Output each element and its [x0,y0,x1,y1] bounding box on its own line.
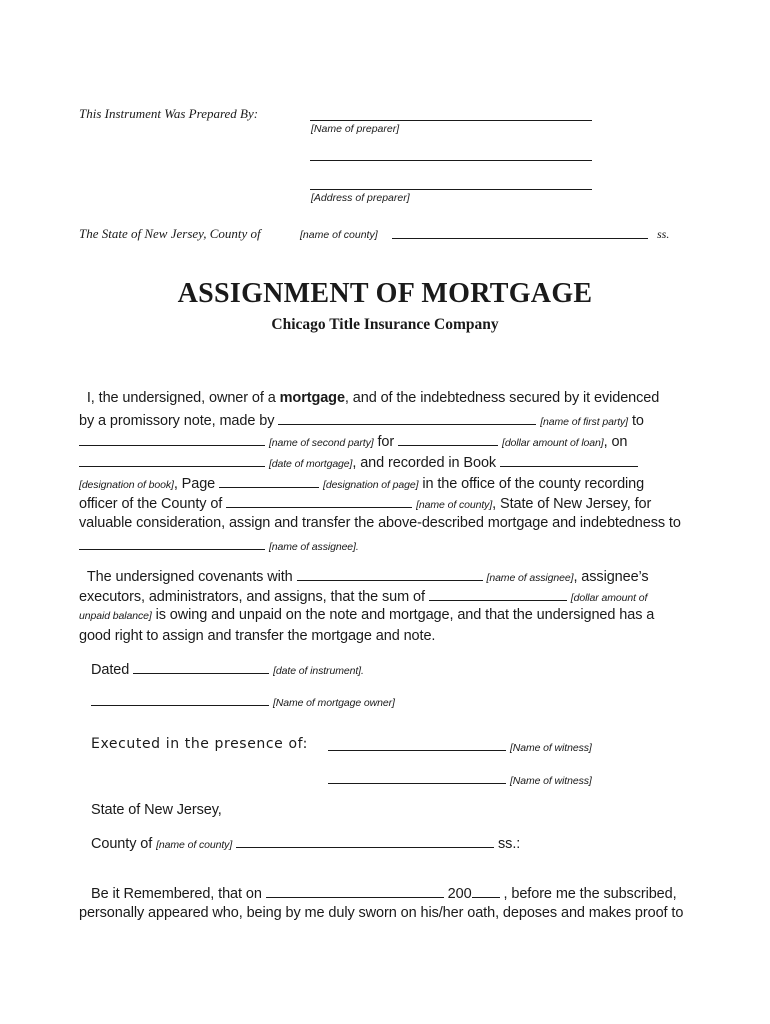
executed-label: Executed in the presence of: [91,736,308,752]
p2-line-1: The undersigned covenants with [name of assignee], assignee’s [86,569,649,585]
p1-line-5: [designation of book], Page [designation of page] in the office of the county recording [79,476,645,492]
second-party-field[interactable] [79,432,265,446]
remembered-date-field[interactable] [266,884,444,898]
p1-line-3: [name of second party] for [dollar amount of loan], on [79,432,627,450]
remembered-line: Be it Remembered, that on 200 , before me the subscribed, [91,886,677,902]
witness-line-1: [Name of witness] [328,737,592,755]
owner-signature-field[interactable] [91,692,269,706]
year-suffix-field[interactable] [472,884,500,898]
notary-state: State of New Jersey, [91,802,222,818]
witness-2-field[interactable] [328,770,506,784]
covenant-assignee-field[interactable] [297,567,483,581]
document-title: ASSIGNMENT OF MORTGAGE [177,278,593,309]
mortgage-bold: mortgage [279,390,345,406]
p1-line-1: I, the undersigned, owner of a mortgage, and of the indebtedness secured by it evidenced [86,390,660,406]
document-subtitle: Chicago Title Insurance Company [271,316,499,333]
preparer-name-hint: [Name of preparer] [311,123,400,135]
appeared-line: personally appeared who, being by me duly sworn on his/her oath, deposes and makes proof to [79,905,684,921]
county-hint: [name of county] [300,229,378,241]
preparer-address-hint: [Address of preparer] [311,192,410,204]
dated-line: Dated [date of instrument]. [91,662,364,678]
page-field[interactable] [219,474,319,488]
p1-line-2: by a promissory note, made by [name of first party] to [79,413,644,429]
p1-line-8: [name of assignee]. [79,536,359,554]
loan-amount-field[interactable] [398,432,498,446]
notary-county-field[interactable] [236,834,494,848]
mortgage-date-field[interactable] [79,453,265,467]
preparer-name-line[interactable] [310,120,592,121]
county-line[interactable] [392,238,648,239]
p1-line-6: officer of the County of [name of county], State of New Jersey, for [79,496,652,512]
witness-1-field[interactable] [328,737,506,751]
p1-line-7: valuable consideration, assign and transfer the above-described mortgage and indebtedness to [79,515,681,531]
p1-line-4: [date of mortgage], and recorded in Book [79,453,638,471]
state-county-label: The State of New Jersey, County of [79,226,261,241]
ss-label: ss. [657,227,670,241]
preparer-address-line-1[interactable] [310,160,592,161]
assignee-field[interactable] [79,536,265,550]
preparer-address-line-2[interactable] [310,189,592,190]
p2-line-2: executors, administrators, and assigns, that the sum of [dollar amount of [79,589,648,605]
owner-signature-line: [Name of mortgage owner] [91,692,395,710]
dated-field[interactable] [133,660,269,674]
book-field[interactable] [500,453,638,467]
p2-line-4: good right to assign and transfer the mortgage and note. [79,628,436,644]
unpaid-balance-field[interactable] [429,587,567,601]
witness-line-2: [Name of witness] [328,770,592,788]
p2-line-3: unpaid balance] is owing and unpaid on the note and mortgage, and that the undersigned has a [79,607,655,623]
prepared-by-label: This Instrument Was Prepared By: [79,106,259,121]
first-party-field[interactable] [278,411,536,425]
recording-county-field[interactable] [226,494,412,508]
notary-county-line: County of [name of county] ss.: [91,836,521,852]
